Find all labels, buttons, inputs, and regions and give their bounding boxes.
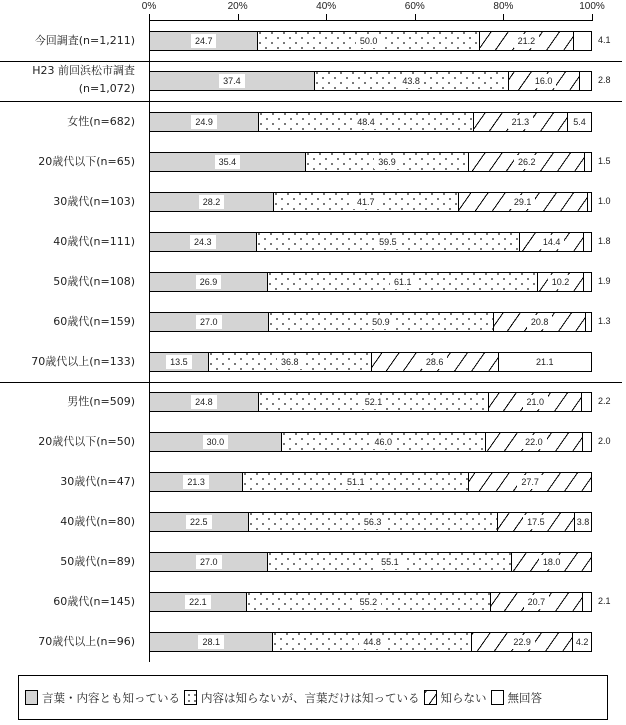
segment-value: 28.1 [198,635,224,649]
bar-segment-na [582,392,592,412]
bar-segment-word [274,192,459,212]
x-tick-label: 20% [227,1,248,12]
bar-segment-unknown [520,232,584,252]
segment-value: 20.8 [527,315,553,329]
bar-segment-known [149,552,268,572]
no-answer-value: 1.3 [598,316,611,326]
bar-segment-unknown [491,592,583,612]
bar-segment-word [306,152,469,172]
bar-segment-unknown [498,512,575,532]
bar-segment-known [149,352,209,372]
bar-segment-unknown [486,432,583,452]
stacked-bar [149,71,592,91]
segment-value: 22.9 [509,635,535,649]
segment-value: 14.4 [539,235,565,249]
segment-value: 27.0 [196,555,222,569]
segment-value: 55.2 [356,595,382,609]
no-answer-value: 2.1 [598,596,611,606]
segment-value: 3.8 [576,517,590,527]
segment-value: 21.3 [183,475,209,489]
stacked-bar [149,352,592,372]
bar-segment-known [149,152,306,172]
bar-segment-na [499,352,592,372]
segment-value: 21.1 [535,357,554,367]
stacked-bar [149,472,592,492]
bar-segment-known [149,31,258,51]
x-tick-label: 100% [579,1,605,12]
legend-swatch-hatch-icon [424,690,437,705]
no-answer-value: 1.9 [598,276,611,286]
bar-segment-word [268,272,538,292]
bar-segment-word [258,31,480,51]
row-label: 40歳代(n=80) [60,515,135,528]
row-label: 50歳代(n=89) [60,555,135,568]
segment-value: 22.5 [186,515,212,529]
row-label: 20歳代以下(n=50) [38,435,135,448]
no-answer-value: 1.8 [598,236,611,246]
stacked-bar [149,112,592,132]
no-answer-value: 1.5 [598,156,611,166]
segment-value: 43.8 [398,74,424,88]
segment-value: 17.5 [523,515,549,529]
bar-segment-known [149,432,282,452]
bar-segment-word [247,592,491,612]
no-answer-value: 2.0 [598,436,611,446]
legend-label: 言葉・内容とも知っている [42,690,180,705]
bar-segment-na [583,432,592,452]
group-separator [0,101,622,102]
bar-segment-na [583,592,592,612]
bar-segment-word [268,552,512,572]
segment-value: 13.5 [166,355,192,369]
segment-value: 55.1 [377,555,403,569]
segment-value: 35.4 [215,155,241,169]
stacked-bar [149,31,592,51]
bar-segment-word [315,71,509,91]
segment-value: 18.0 [539,555,565,569]
bar-segment-known [149,512,249,532]
stacked-bar [149,312,592,332]
no-answer-value: 4.1 [598,35,611,45]
stacked-bar [149,512,592,532]
segment-value: 59.5 [375,235,401,249]
legend-label: 無回答 [507,690,542,705]
bar-segment-known [149,312,269,332]
segment-value: 56.3 [360,515,386,529]
segment-value: 22.0 [521,435,547,449]
bar-segment-unknown [494,312,586,332]
bar-segment-na [584,232,592,252]
row-label: 40歳代(n=111) [53,235,135,248]
segment-value: 37.4 [219,74,245,88]
legend-item-no-answer [491,690,543,706]
legend-item-known [25,690,180,706]
row-label [32,64,135,96]
x-axis-line [149,20,592,21]
bar-segment-known [149,472,243,492]
stacked-bar [149,432,592,452]
segment-value: 27.0 [196,315,222,329]
bar-segment-word [269,312,494,332]
bar-segment-unknown [459,192,588,212]
segment-value: 21.2 [514,34,540,48]
segment-value: 30.0 [203,435,229,449]
no-answer-value: 1.0 [598,196,611,206]
segment-value: 24.9 [191,115,217,129]
segment-value: 36.8 [277,355,303,369]
segment-value: 4.2 [575,637,589,647]
bar-segment-known [149,112,259,132]
legend-label: 内容は知らないが、言葉だけは知っている [201,690,420,705]
group-separator [0,61,622,62]
bar-segment-na [586,312,592,332]
bar-segment-unknown [469,152,585,172]
legend-swatch-solid-gray-icon [25,690,38,705]
bar-segment-na [568,112,592,132]
stacked-bar [149,232,592,252]
x-tick-mark [592,14,593,21]
stacked-bar [149,272,592,292]
bar-segment-unknown [509,71,580,91]
segment-value: 52.1 [361,395,387,409]
bar-segment-unknown [474,112,568,132]
row-label-line1: H23 前回浜松市調査 [32,64,135,77]
no-answer-value: 2.8 [598,75,611,85]
legend-swatch-dots-icon [184,690,197,705]
row-label: 20歳代以下(n=65) [38,155,135,168]
segment-value: 24.7 [191,34,217,48]
row-label: 70歳代以上(n=96) [38,635,135,648]
segment-value: 26.9 [196,275,222,289]
bar-segment-word [259,392,490,412]
bar-segment-known [149,392,259,412]
bar-segment-unknown [472,632,573,652]
segment-value: 21.0 [523,395,549,409]
bar-segment-unknown [489,392,582,412]
segment-value: 16.0 [531,74,557,88]
row-label: 今回調査(n=1,211) [34,34,135,47]
row-label-line2: (n=1,072) [78,82,135,95]
bar-segment-na [588,192,592,212]
x-tick-label: 60% [404,1,425,12]
segment-value: 41.7 [353,195,379,209]
bar-segment-unknown [538,272,583,292]
segment-value: 29.1 [510,195,536,209]
stacked-bar [149,192,592,212]
bar-segment-known [149,232,257,252]
bar-segment-unknown [512,552,592,572]
segment-value: 24.8 [191,395,217,409]
bar-segment-word [259,112,473,132]
segment-value: 22.1 [185,595,211,609]
bar-segment-word [249,512,498,532]
bar-segment-na [573,632,592,652]
legend-item-word-only [184,690,420,706]
row-label: 60歳代(n=159) [53,315,135,328]
segment-value: 61.1 [390,275,416,289]
segment-value: 28.6 [422,355,448,369]
segment-value: 28.2 [199,195,225,209]
row-label: 男性(n=509) [67,395,135,408]
legend-label: 知らない [440,690,487,705]
x-tick-label: 40% [316,1,337,12]
bar-segment-na [584,272,592,292]
segment-value: 50.0 [356,34,382,48]
bar-segment-na [580,71,592,91]
segment-value: 51.1 [343,475,369,489]
legend-swatch-blank-icon [491,690,504,705]
row-label: 70歳代以上(n=133) [31,355,135,368]
x-tick-label: 0% [141,1,157,12]
bar-segment-word [243,472,469,492]
bar-segment-known [149,632,273,652]
segment-value: 26.2 [514,155,540,169]
bar-segment-known [149,71,315,91]
bar-segment-na [574,31,592,51]
segment-value: 46.0 [371,435,397,449]
x-tick-label: 80% [493,1,514,12]
bar-segment-na [575,512,592,532]
legend [18,675,608,720]
segment-value: 48.4 [353,115,379,129]
bar-segment-na [585,152,592,172]
row-label: 50歳代(n=108) [53,275,135,288]
legend-item-unknown [424,690,487,706]
bar-segment-word [282,432,486,452]
bar-segment-known [149,592,247,612]
segment-value: 50.9 [368,315,394,329]
row-label: 30歳代(n=103) [53,195,135,208]
segment-value: 20.7 [524,595,550,609]
segment-value: 21.3 [508,115,534,129]
segment-value: 10.2 [548,275,574,289]
row-label: 30歳代(n=47) [60,475,135,488]
bar-segment-word [257,232,521,252]
stacked-bar [149,592,592,612]
stacked-bar [149,632,592,652]
stacked-bar [149,392,592,412]
row-label: 60歳代(n=145) [53,595,135,608]
group-separator [0,382,622,383]
segment-value: 27.7 [517,475,543,489]
bar-segment-known [149,192,274,212]
bar-segment-unknown [372,352,499,372]
segment-value: 44.8 [359,635,385,649]
stacked-bar [149,152,592,172]
bar-segment-word [209,352,372,372]
segment-value: 5.4 [573,117,586,127]
bar-segment-unknown [469,472,592,492]
no-answer-value: 2.2 [598,396,611,406]
bar-segment-known [149,272,268,292]
stacked-bar [149,552,592,572]
row-label: 女性(n=682) [67,115,135,128]
segment-value: 36.9 [374,155,400,169]
bar-segment-word [273,632,471,652]
segment-value: 24.3 [190,235,216,249]
bar-segment-unknown [480,31,574,51]
